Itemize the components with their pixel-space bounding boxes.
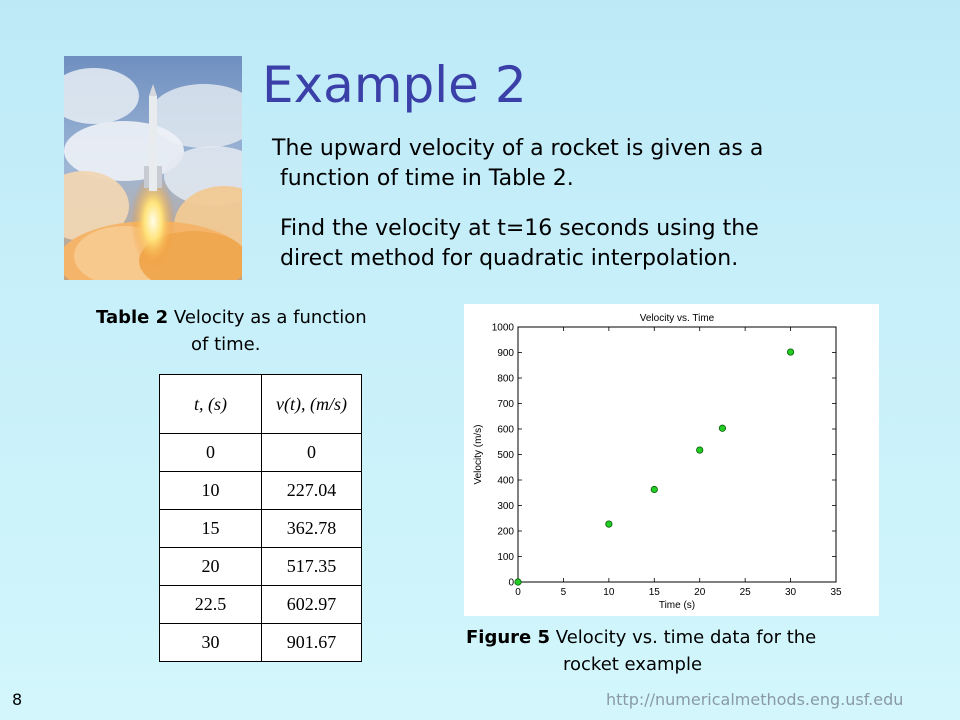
table-row xyxy=(160,548,362,586)
x-axis-label: Time (s) xyxy=(658,600,696,611)
table-cell-velocity: 362.78 xyxy=(262,510,362,548)
table-cell-velocity: 517.35 xyxy=(262,548,362,586)
table-cell-time: 30 xyxy=(160,624,262,662)
slide-title: Example 2 xyxy=(262,56,527,114)
y-tick-label: 300 xyxy=(497,501,514,512)
velocity-chart-svg xyxy=(464,304,879,616)
paragraph-1-line-2: function of time in Table 2. xyxy=(280,166,574,191)
slide-number: 8 xyxy=(12,690,23,709)
y-tick-label: 700 xyxy=(497,399,514,410)
table-caption-text-2: of time. xyxy=(191,334,261,355)
chart-title: Velocity vs. Time xyxy=(639,313,715,324)
y-tick-label: 1000 xyxy=(491,322,514,334)
table-header-time: t, (s) xyxy=(160,375,262,434)
x-tick-label: 5 xyxy=(560,587,567,598)
x-tick-label: 25 xyxy=(739,587,751,598)
data-point xyxy=(515,579,521,585)
y-tick-label: 0 xyxy=(508,577,514,589)
table-header-row xyxy=(160,375,362,434)
figure-caption-text-2: rocket example xyxy=(563,654,703,675)
y-tick-label: 200 xyxy=(497,526,514,538)
table-row xyxy=(160,510,362,548)
y-tick-label: 400 xyxy=(497,475,514,487)
footer-url: http://numericalmethods.eng.usf.edu xyxy=(606,690,904,709)
paragraph-1-line-1: The upward velocity of a rocket is given as a xyxy=(272,136,764,161)
data-point xyxy=(651,486,657,492)
y-tick-label: 500 xyxy=(497,450,514,461)
table-cell-time: 0 xyxy=(160,434,262,472)
y-axis-label: Velocity (m/s) xyxy=(473,424,484,485)
y-tick-label: 800 xyxy=(497,373,514,385)
table-row xyxy=(160,586,362,624)
table-cell-velocity: 602.97 xyxy=(262,586,362,624)
table-row xyxy=(160,472,362,510)
data-point xyxy=(606,521,612,527)
data-point xyxy=(719,425,725,431)
x-tick-label: 0 xyxy=(515,587,521,598)
y-tick-label: 600 xyxy=(497,424,514,436)
table-cell-velocity: 227.04 xyxy=(262,472,362,510)
x-tick-label: 30 xyxy=(785,587,797,598)
problem-paragraph-1 xyxy=(272,134,892,194)
x-tick-label: 20 xyxy=(694,587,706,598)
data-point xyxy=(787,349,793,355)
table-header-velocity: v(t), (m/s) xyxy=(262,375,362,434)
table-cell-time: 22.5 xyxy=(160,586,262,624)
data-point xyxy=(697,447,703,453)
x-tick-label: 15 xyxy=(648,587,660,598)
figure-caption-text-1: Velocity vs. time data for the xyxy=(555,627,817,648)
plot-area xyxy=(518,327,836,582)
table-row xyxy=(160,434,362,472)
y-tick-label: 900 xyxy=(497,348,514,359)
paragraph-2-line-1: Find the velocity at t=16 seconds using the xyxy=(280,216,759,241)
table-cell-velocity: 0 xyxy=(262,434,362,472)
problem-paragraph-2 xyxy=(280,214,900,274)
x-tick-label: 10 xyxy=(603,587,615,598)
table-cell-time: 10 xyxy=(160,472,262,510)
table-cell-time: 15 xyxy=(160,510,262,548)
table-cell-velocity: 901.67 xyxy=(262,624,362,662)
figure-caption xyxy=(466,624,886,678)
table-caption xyxy=(96,304,436,358)
velocity-table xyxy=(159,374,362,662)
table-caption-label: Table 2 xyxy=(96,307,169,328)
velocity-chart xyxy=(464,304,879,616)
table-caption-text-1: Velocity as a function xyxy=(173,307,367,328)
y-tick-label: 100 xyxy=(497,552,514,563)
rocket-launch-photo xyxy=(64,56,242,280)
table-cell-time: 20 xyxy=(160,548,262,586)
x-tick-label: 35 xyxy=(830,587,842,598)
figure-caption-label: Figure 5 xyxy=(466,627,551,648)
paragraph-2-line-2: direct method for quadratic interpolation. xyxy=(280,246,739,271)
table-row xyxy=(160,624,362,662)
